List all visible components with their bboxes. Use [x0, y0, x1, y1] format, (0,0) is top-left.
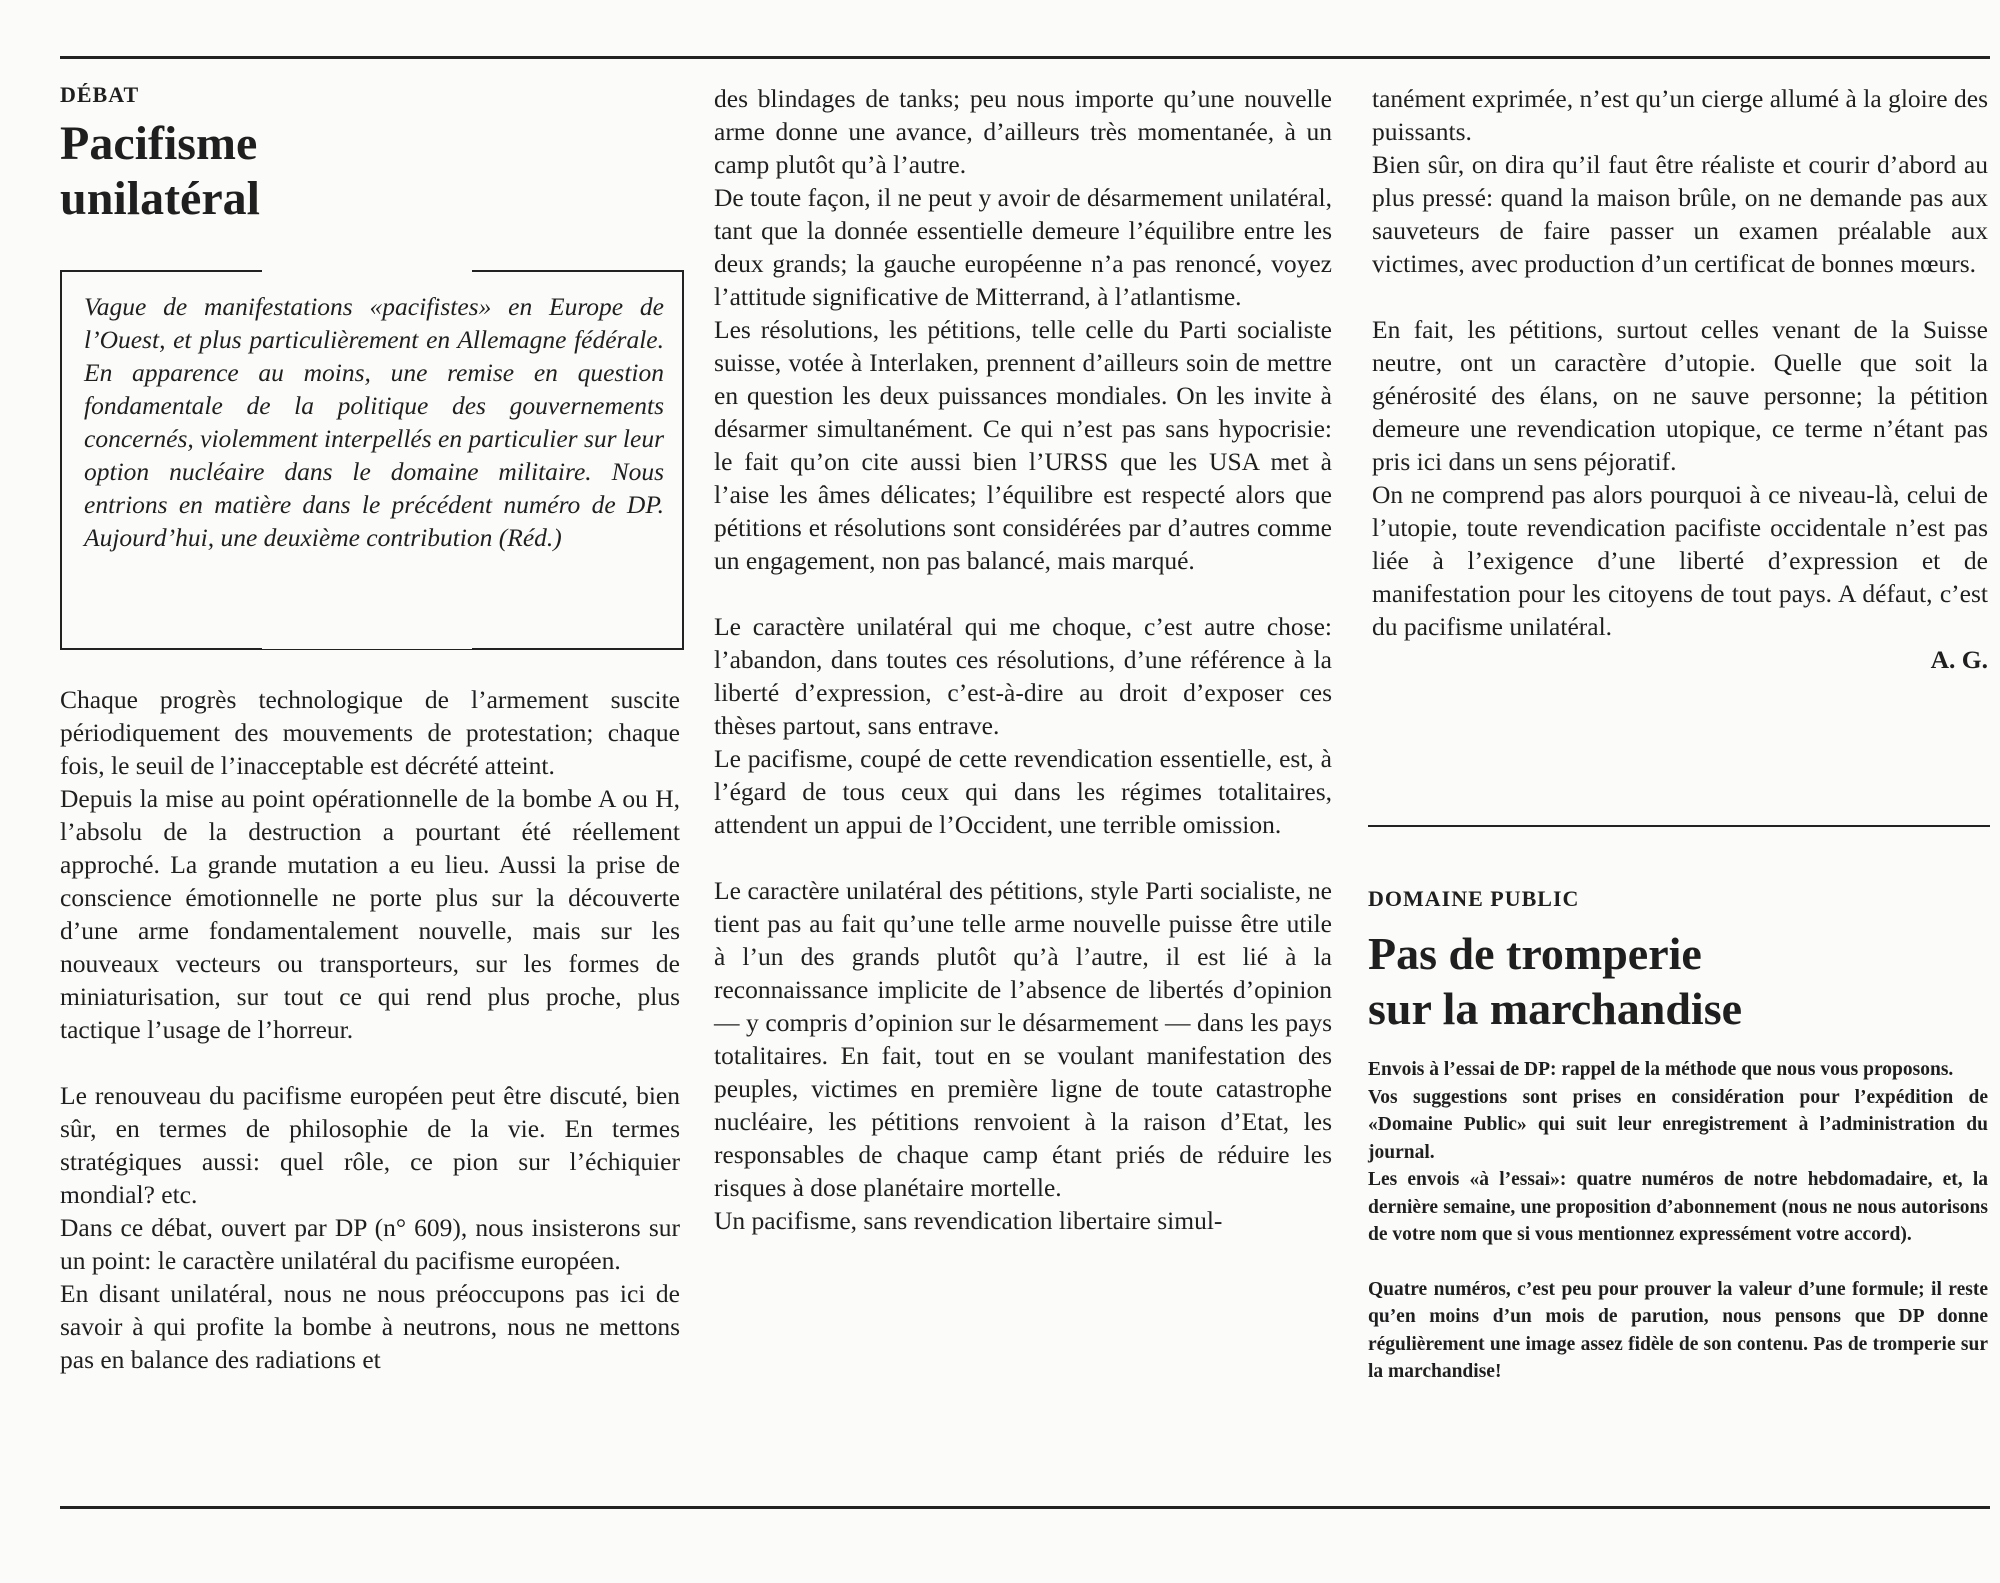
author-signature: A. G.: [1930, 645, 1988, 674]
paragraph: Vos suggestions sont prises en considération pour l’expédition de «Domaine Public» qui suit leur enregistrement à l’administration du journal.: [1368, 1086, 1988, 1163]
paragraph: des blindages de tanks; peu nous importe qu’une nouvelle arme donne une avance, d’ailleurs très momentanée, à un camp plutôt qu’à l’autre.: [714, 84, 1332, 179]
section-divider-rule: [1368, 825, 1990, 827]
paragraph: Dans ce débat, ouvert par DP (n° 609), nous insisterons sur un point: le caractère unilatéral du pacifisme européen.: [60, 1213, 680, 1275]
paragraph: Le caractère unilatéral des pétitions, style Parti socialiste, ne tient pas au fait qu’une telle arme nouvelle puisse être utile à l’un des grands plutôt qu’à l’autre, il est lié à la reconnaissance implicite de l’absence de libertés d’opinion — y compris d’opinion sur le désarmement — dans les pays totalitaires. En fait, tout en se voulant manifestation des peuples, victimes en première ligne de toute catastrophe nucléaire, les pétitions renvoient à la raison d’Etat, les responsables de chaque camp étant priés de réduire les risques à dose planétaire mortelle.: [714, 876, 1332, 1202]
article-column-3: [1372, 82, 1988, 676]
article-2-kicker: DOMAINE PUBLIC: [1368, 886, 1580, 911]
article-2-title-line-1: Pas de tromperie: [1368, 928, 1702, 979]
article-column-1: [60, 82, 680, 226]
article-column-1-body: [60, 683, 680, 1376]
paragraph: Les envois «à l’essai»: quatre numéros de notre hebdomadaire, et, la dernière semaine, une proposition d’abonnement (nous ne nous autorisons de votre nom que si vous mentionnez expressément votre accord).: [1368, 1169, 1988, 1245]
paragraph: De toute façon, il ne peut y avoir de désarmement unilatéral, tant que la donnée essentielle demeure l’équilibre entre les deux grands; la gauche européenne n’a pas renoncé, voyez l’attitude significative de Mitterrand, à l’atlantisme.: [714, 183, 1332, 311]
paragraph: En fait, les pétitions, surtout celles venant de la Suisse neutre, ont un caractère d’utopie. Quelle que soit la générosité des élans, on ne sauve personne; la pétition demeure une revendication utopique, ce terme n’étant pas pris ici dans un sens péjoratif.: [1372, 315, 1988, 476]
paragraph: Le caractère unilatéral qui me choque, c’est autre chose: l’abandon, dans toutes ces résolutions, d’une référence à la liberté d’expression, c’est-à-dire au droit d’exposer ces thèses partout, sans entrave.: [714, 612, 1332, 740]
paragraph: Un pacifisme, sans revendication libertaire simul-: [714, 1206, 1223, 1235]
paragraph: Les résolutions, les pétitions, telle celle du Parti socialiste suisse, votée à Interlaken, prennent d’ailleurs soin de mettre en question les deux puissances mondiales. On les invite à désarmer simultanément. Ce qui n’est pas sans hypocrisie: le fait qu’on cite aussi bien l’URSS que les USA met à l’aise les âmes délicates; l’équilibre est respecté alors que pétitions et résolutions sont considérées par d’autres comme un engagement, non pas balancé, mais marqué.: [714, 315, 1332, 575]
paragraph: Le renouveau du pacifisme européen peut être discuté, bien sûr, en termes de philosophie de la vie. En termes stratégiques aussi: quel rôle, ce pion sur l’échiquier mondial? etc.: [60, 1081, 680, 1209]
paragraph: Chaque progrès technologique de l’armement suscite périodiquement des mouvements de protestation; chaque fois, le seuil de l’inacceptable est décrété atteint.: [60, 685, 680, 780]
article-column-2: [714, 82, 1332, 1237]
chapo-text: Vague de manifestations «pacifistes» en Europe de l’Ouest, et plus particulièrement en Allemagne fédérale. En apparence au moins, une remise en question fondamentale de la politique des gouvernements concernés, violemment interpellés en particulier sur leur option nucléaire dans le domaine militaire. Nous entrions en matière dans le précédent numéro de DP. Aujourd’hui, une deuxième contribution (Réd.): [84, 292, 664, 552]
article-2: [1368, 886, 1988, 1386]
top-rule: [60, 56, 1990, 59]
chapo-box-gap-bottom: [262, 643, 472, 649]
chapo-box-gap-top: [262, 267, 472, 273]
article-title-line-2: unilatéral: [60, 172, 260, 225]
paragraph: tanément exprimée, n’est qu’un cierge allumé à la gloire des puissants.: [1372, 84, 1988, 146]
article-2-title-line-2: sur la marchandise: [1368, 983, 1743, 1034]
paragraph: Bien sûr, on dira qu’il faut être réaliste et courir d’abord au plus pressé: quand la maison brûle, on ne demande pas aux sauveteurs de faire passer un examen préalable aux victimes, avec production d’un certificat de bonnes mœurs.: [1372, 150, 1988, 278]
paragraph: Depuis la mise au point opérationnelle de la bombe A ou H, l’absolu de la destruction a pourtant été réellement approché. La grande mutation a eu lieu. Aussi la prise de conscience émotionnelle ne porte plus sur la découverte d’une arme fondamentalement nouvelle, mais sur les nouveaux vecteurs ou transporteurs, sur les formes de miniaturisation, sur tout ce qui rend plus proche, plus tactique l’usage de l’horreur.: [60, 784, 680, 1044]
article-kicker: DÉBAT: [60, 82, 140, 107]
paragraph: Envois à l’essai de DP: rappel de la méthode que nous vous proposons.: [1368, 1059, 1954, 1080]
paragraph: On ne comprend pas alors pourquoi à ce niveau-là, celui de l’utopie, toute revendication pacifiste occidentale n’est pas liée à l’exigence d’une liberté d’expression et de manifestation pour les citoyens de tout pays. A défaut, c’est du pacifisme unilatéral.: [1372, 480, 1988, 641]
paragraph: Quatre numéros, c’est peu pour prouver la valeur d’une formule; il reste qu’en moins d’un mois de parution, nous pensons que DP donne régulièrement une image assez fidèle de son contenu. Pas de tromperie sur la marchandise!: [1368, 1278, 1988, 1382]
article-2-title: [1368, 926, 1988, 1036]
paragraph: En disant unilatéral, nous ne nous préoccupons pas ici de savoir à qui profite la bombe à neutrons, nous ne mettons pas en balance des radiations et: [60, 1279, 680, 1374]
article-title-line-1: Pacifisme: [60, 117, 258, 170]
paragraph: Le pacifisme, coupé de cette revendication essentielle, est, à l’égard de tous ceux qui dans les régimes totalitaires, attendent un appui de l’Occident, une terrible omission.: [714, 744, 1332, 839]
article-2-body: [1368, 1056, 1988, 1386]
bottom-rule: [60, 1506, 1990, 1509]
article-title: [60, 116, 680, 226]
